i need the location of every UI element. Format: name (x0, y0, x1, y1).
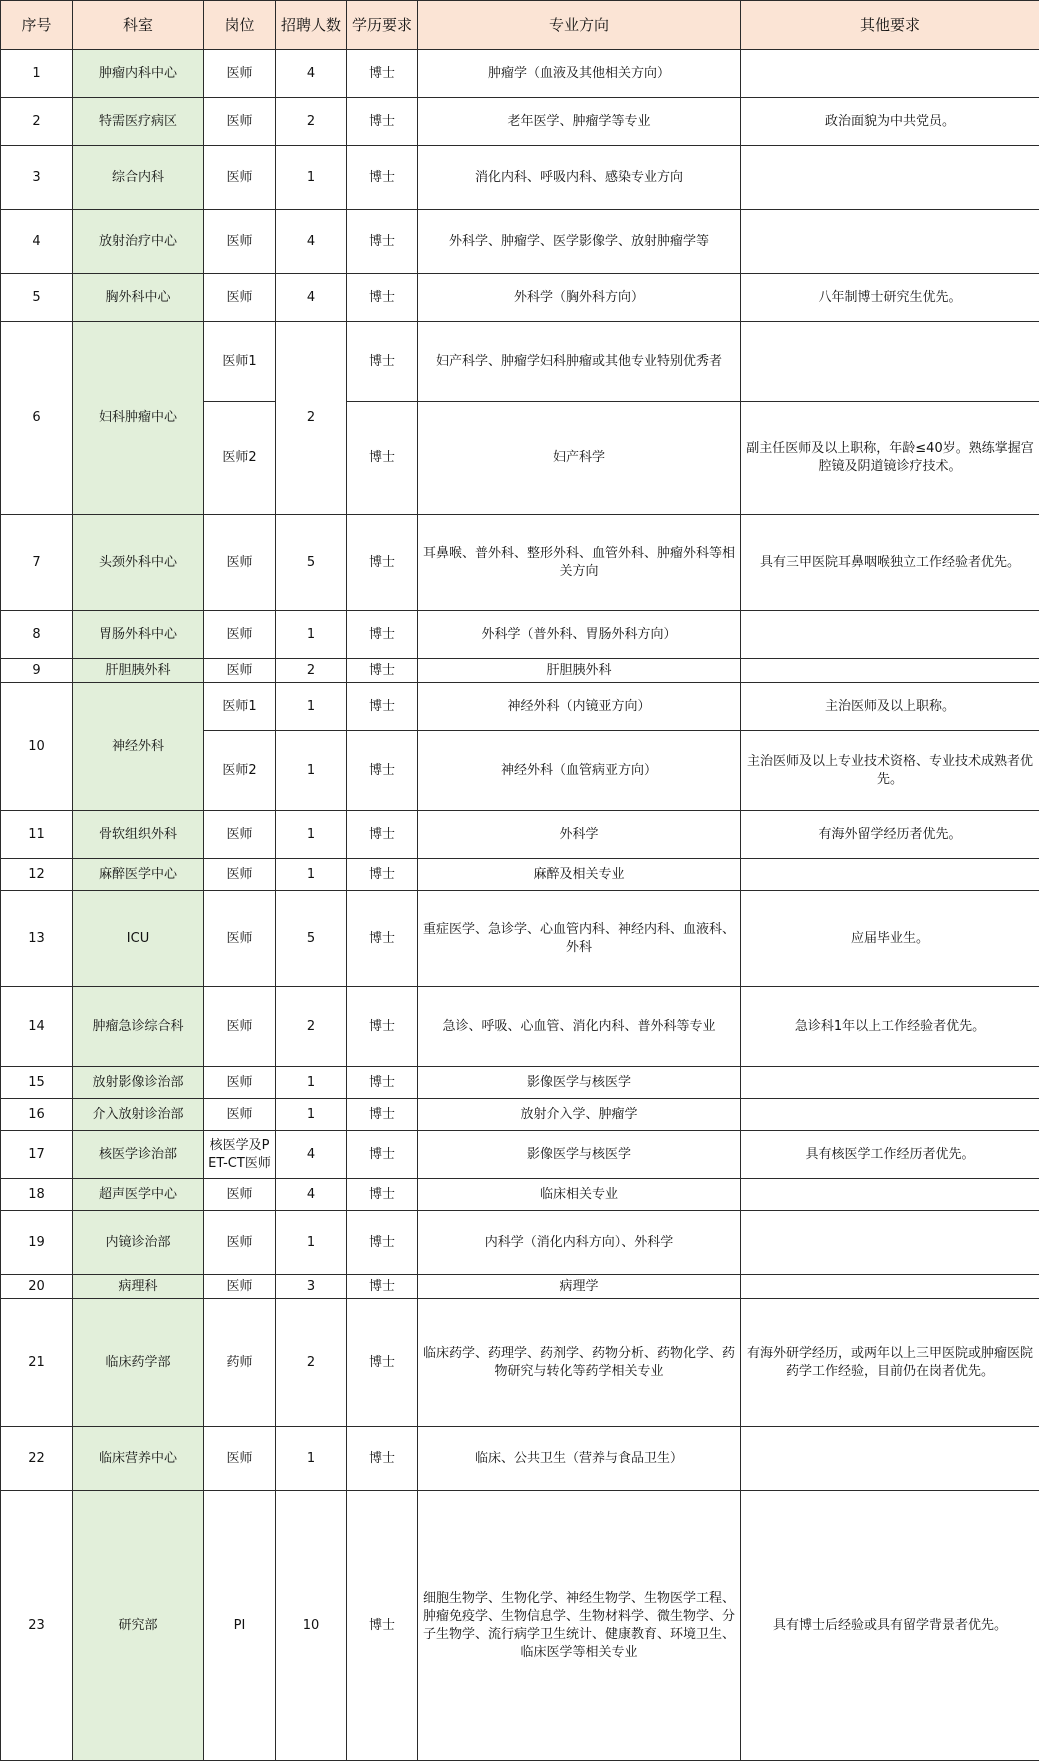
cell-other: 八年制博士研究生优先。 (741, 274, 1039, 322)
cell-no: 3 (1, 146, 73, 210)
cell-edu: 博士 (347, 683, 418, 731)
cell-edu: 博士 (347, 891, 418, 987)
cell-no: 5 (1, 274, 73, 322)
table-row (1, 274, 1039, 322)
cell-edu: 博士 (347, 1491, 418, 1761)
cell-dept: 胸外科中心 (73, 274, 204, 322)
cell-count: 1 (276, 611, 347, 659)
cell-post: 医师 (204, 50, 276, 98)
cell-count: 2 (276, 1299, 347, 1427)
cell-major: 肝胆胰外科 (418, 659, 741, 683)
cell-major: 临床相关专业 (418, 1179, 741, 1211)
cell-no: 15 (1, 1067, 73, 1099)
cell-major: 外科学、肿瘤学、医学影像学、放射肿瘤学等 (418, 210, 741, 274)
table-row (1, 146, 1039, 210)
cell-count: 10 (276, 1491, 347, 1761)
cell-dept: ICU (73, 891, 204, 987)
table-row (1, 1491, 1039, 1761)
cell-dept: 综合内科 (73, 146, 204, 210)
cell-count: 4 (276, 210, 347, 274)
cell-count: 1 (276, 1067, 347, 1099)
cell-edu: 博士 (347, 98, 418, 146)
cell-other: 有海外留学经历者优先。 (741, 811, 1039, 859)
cell-post: 医师 (204, 98, 276, 146)
table-row (1, 659, 1039, 683)
cell-edu: 博士 (347, 611, 418, 659)
cell-dept: 介入放射诊治部 (73, 1099, 204, 1131)
cell-dept: 放射影像诊治部 (73, 1067, 204, 1099)
cell-edu: 博士 (347, 987, 418, 1067)
cell-post: 医师2 (204, 402, 276, 515)
cell-post: 医师1 (204, 322, 276, 402)
cell-count: 1 (276, 731, 347, 811)
cell-other: 副主任医师及以上职称，年龄≤40岁。熟练掌握宫腔镜及阴道镜诊疗技术。 (741, 402, 1039, 515)
cell-major: 外科学（普外科、胃肠外科方向） (418, 611, 741, 659)
cell-edu: 博士 (347, 1131, 418, 1179)
cell-edu: 博士 (347, 274, 418, 322)
cell-other (741, 322, 1039, 402)
cell-edu: 博士 (347, 1067, 418, 1099)
cell-no: 14 (1, 987, 73, 1067)
cell-dept: 核医学诊治部 (73, 1131, 204, 1179)
cell-other: 急诊科1年以上工作经验者优先。 (741, 987, 1039, 1067)
cell-major: 临床、公共卫生（营养与食品卫生） (418, 1427, 741, 1491)
cell-dept: 骨软组织外科 (73, 811, 204, 859)
cell-count: 1 (276, 859, 347, 891)
cell-other (741, 1067, 1039, 1099)
cell-dept: 病理科 (73, 1275, 204, 1299)
cell-major: 临床药学、药理学、药剂学、药物分析、药物化学、药物研究与转化等药学相关专业 (418, 1299, 741, 1427)
cell-other (741, 859, 1039, 891)
cell-no: 10 (1, 683, 73, 811)
header-dept: 科室 (73, 1, 204, 50)
cell-no: 6 (1, 322, 73, 515)
cell-no: 21 (1, 1299, 73, 1427)
cell-other (741, 1211, 1039, 1275)
cell-post: 医师2 (204, 731, 276, 811)
cell-dept: 妇科肿瘤中心 (73, 322, 204, 515)
cell-post: 医师 (204, 274, 276, 322)
header-edu: 学历要求 (347, 1, 418, 50)
cell-other: 具有三甲医院耳鼻咽喉独立工作经验者优先。 (741, 515, 1039, 611)
cell-count: 2 (276, 659, 347, 683)
cell-count: 1 (276, 811, 347, 859)
cell-major: 放射介入学、肿瘤学 (418, 1099, 741, 1131)
cell-count: 1 (276, 1427, 347, 1491)
cell-no: 18 (1, 1179, 73, 1211)
cell-major: 神经外科（血管病亚方向） (418, 731, 741, 811)
cell-major: 妇产科学 (418, 402, 741, 515)
cell-edu: 博士 (347, 1099, 418, 1131)
cell-other: 具有博士后经验或具有留学背景者优先。 (741, 1491, 1039, 1761)
cell-no: 13 (1, 891, 73, 987)
cell-major: 细胞生物学、生物化学、神经生物学、生物医学工程、肿瘤免疫学、生物信息学、生物材料学、微生物学、分子生物学、流行病学卫生统计、健康教育、环境卫生、临床医学等相关专业 (418, 1491, 741, 1761)
header-major: 专业方向 (418, 1, 741, 50)
table-row (1, 611, 1039, 659)
cell-edu: 博士 (347, 1211, 418, 1275)
cell-post: 医师 (204, 891, 276, 987)
cell-count: 2 (276, 322, 347, 515)
cell-other: 应届毕业生。 (741, 891, 1039, 987)
cell-dept: 头颈外科中心 (73, 515, 204, 611)
cell-other: 主治医师及以上职称。 (741, 683, 1039, 731)
cell-edu: 博士 (347, 1275, 418, 1299)
cell-major: 消化内科、呼吸内科、感染专业方向 (418, 146, 741, 210)
cell-other (741, 659, 1039, 683)
cell-dept: 特需医疗病区 (73, 98, 204, 146)
table-row (1, 1131, 1039, 1179)
cell-other: 政治面貌为中共党员。 (741, 98, 1039, 146)
header-count: 招聘人数 (276, 1, 347, 50)
cell-edu: 博士 (347, 1427, 418, 1491)
cell-other (741, 1099, 1039, 1131)
cell-post: 医师 (204, 811, 276, 859)
cell-post: 医师 (204, 515, 276, 611)
cell-other (741, 1275, 1039, 1299)
table-row (1, 859, 1039, 891)
cell-edu: 博士 (347, 50, 418, 98)
cell-major: 外科学 (418, 811, 741, 859)
cell-count: 5 (276, 891, 347, 987)
cell-major: 影像医学与核医学 (418, 1131, 741, 1179)
cell-no: 19 (1, 1211, 73, 1275)
cell-no: 17 (1, 1131, 73, 1179)
cell-dept: 肝胆胰外科 (73, 659, 204, 683)
table-row (1, 1211, 1039, 1275)
cell-post: 核医学及PET-CT医师 (204, 1131, 276, 1179)
cell-no: 7 (1, 515, 73, 611)
cell-edu: 博士 (347, 210, 418, 274)
table-row (1, 98, 1039, 146)
table-row (1, 1427, 1039, 1491)
cell-dept: 超声医学中心 (73, 1179, 204, 1211)
cell-count: 5 (276, 515, 347, 611)
cell-post: 医师 (204, 1427, 276, 1491)
cell-major: 肿瘤学（血液及其他相关方向） (418, 50, 741, 98)
cell-post: 医师 (204, 1211, 276, 1275)
cell-other (741, 1179, 1039, 1211)
cell-major: 重症医学、急诊学、心血管内科、神经内科、血液科、外科 (418, 891, 741, 987)
cell-edu: 博士 (347, 811, 418, 859)
cell-no: 22 (1, 1427, 73, 1491)
cell-count: 4 (276, 274, 347, 322)
cell-count: 1 (276, 1211, 347, 1275)
cell-no: 9 (1, 659, 73, 683)
cell-major: 病理学 (418, 1275, 741, 1299)
table-row (1, 1067, 1039, 1099)
cell-major: 影像医学与核医学 (418, 1067, 741, 1099)
cell-major: 急诊、呼吸、心血管、消化内科、普外科等专业 (418, 987, 741, 1067)
cell-dept: 胃肠外科中心 (73, 611, 204, 659)
cell-no: 20 (1, 1275, 73, 1299)
cell-dept: 临床营养中心 (73, 1427, 204, 1491)
cell-post: 医师 (204, 146, 276, 210)
cell-count: 1 (276, 683, 347, 731)
cell-count: 1 (276, 1099, 347, 1131)
cell-dept: 肿瘤急诊综合科 (73, 987, 204, 1067)
cell-major: 内科学（消化内科方向）、外科学 (418, 1211, 741, 1275)
cell-edu: 博士 (347, 322, 418, 402)
table-row (1, 891, 1039, 987)
cell-major: 耳鼻喉、普外科、整形外科、血管外科、肿瘤外科等相关方向 (418, 515, 741, 611)
cell-no: 12 (1, 859, 73, 891)
table-row (1, 811, 1039, 859)
cell-edu: 博士 (347, 859, 418, 891)
cell-post: 药师 (204, 1299, 276, 1427)
cell-no: 1 (1, 50, 73, 98)
cell-other: 主治医师及以上专业技术资格、专业技术成熟者优先。 (741, 731, 1039, 811)
cell-edu: 博士 (347, 146, 418, 210)
table-row (1, 1299, 1039, 1427)
cell-count: 2 (276, 98, 347, 146)
cell-major: 神经外科（内镜亚方向） (418, 683, 741, 731)
cell-count: 3 (276, 1275, 347, 1299)
cell-post: 医师1 (204, 683, 276, 731)
cell-other: 具有核医学工作经历者优先。 (741, 1131, 1039, 1179)
header-no: 序号 (1, 1, 73, 50)
cell-post: PI (204, 1491, 276, 1761)
cell-edu: 博士 (347, 402, 418, 515)
table-row (1, 322, 1039, 402)
cell-edu: 博士 (347, 1179, 418, 1211)
cell-no: 16 (1, 1099, 73, 1131)
table-row (1, 1179, 1039, 1211)
cell-other (741, 611, 1039, 659)
cell-post: 医师 (204, 1275, 276, 1299)
cell-other (741, 210, 1039, 274)
cell-edu: 博士 (347, 515, 418, 611)
cell-count: 2 (276, 987, 347, 1067)
cell-other: 有海外研学经历，或两年以上三甲医院或肿瘤医院药学工作经验，目前仍在岗者优先。 (741, 1299, 1039, 1427)
header-other: 其他要求 (741, 1, 1039, 50)
cell-major: 外科学（胸外科方向） (418, 274, 741, 322)
cell-dept: 临床药学部 (73, 1299, 204, 1427)
cell-no: 11 (1, 811, 73, 859)
cell-no: 23 (1, 1491, 73, 1761)
cell-count: 4 (276, 1131, 347, 1179)
cell-dept: 研究部 (73, 1491, 204, 1761)
table-row (1, 683, 1039, 731)
header-row (1, 1, 1039, 50)
table-row (1, 987, 1039, 1067)
table-row (1, 515, 1039, 611)
table-row (1, 210, 1039, 274)
cell-dept: 麻醉医学中心 (73, 859, 204, 891)
cell-dept: 放射治疗中心 (73, 210, 204, 274)
cell-post: 医师 (204, 210, 276, 274)
cell-count: 1 (276, 146, 347, 210)
table-row (1, 50, 1039, 98)
cell-edu: 博士 (347, 659, 418, 683)
cell-post: 医师 (204, 611, 276, 659)
cell-no: 4 (1, 210, 73, 274)
cell-edu: 博士 (347, 1299, 418, 1427)
cell-post: 医师 (204, 1067, 276, 1099)
cell-no: 8 (1, 611, 73, 659)
cell-other (741, 1427, 1039, 1491)
cell-major: 老年医学、肿瘤学等专业 (418, 98, 741, 146)
cell-post: 医师 (204, 1179, 276, 1211)
cell-count: 4 (276, 1179, 347, 1211)
cell-major: 麻醉及相关专业 (418, 859, 741, 891)
cell-post: 医师 (204, 859, 276, 891)
cell-count: 4 (276, 50, 347, 98)
cell-edu: 博士 (347, 731, 418, 811)
cell-post: 医师 (204, 659, 276, 683)
cell-dept: 内镜诊治部 (73, 1211, 204, 1275)
cell-no: 2 (1, 98, 73, 146)
cell-post: 医师 (204, 1099, 276, 1131)
cell-other (741, 50, 1039, 98)
header-post: 岗位 (204, 1, 276, 50)
cell-other (741, 146, 1039, 210)
table-row (1, 1099, 1039, 1131)
cell-dept: 神经外科 (73, 683, 204, 811)
cell-post: 医师 (204, 987, 276, 1067)
table-row (1, 1275, 1039, 1299)
cell-major: 妇产科学、肿瘤学妇科肿瘤或其他专业特别优秀者 (418, 322, 741, 402)
cell-dept: 肿瘤内科中心 (73, 50, 204, 98)
